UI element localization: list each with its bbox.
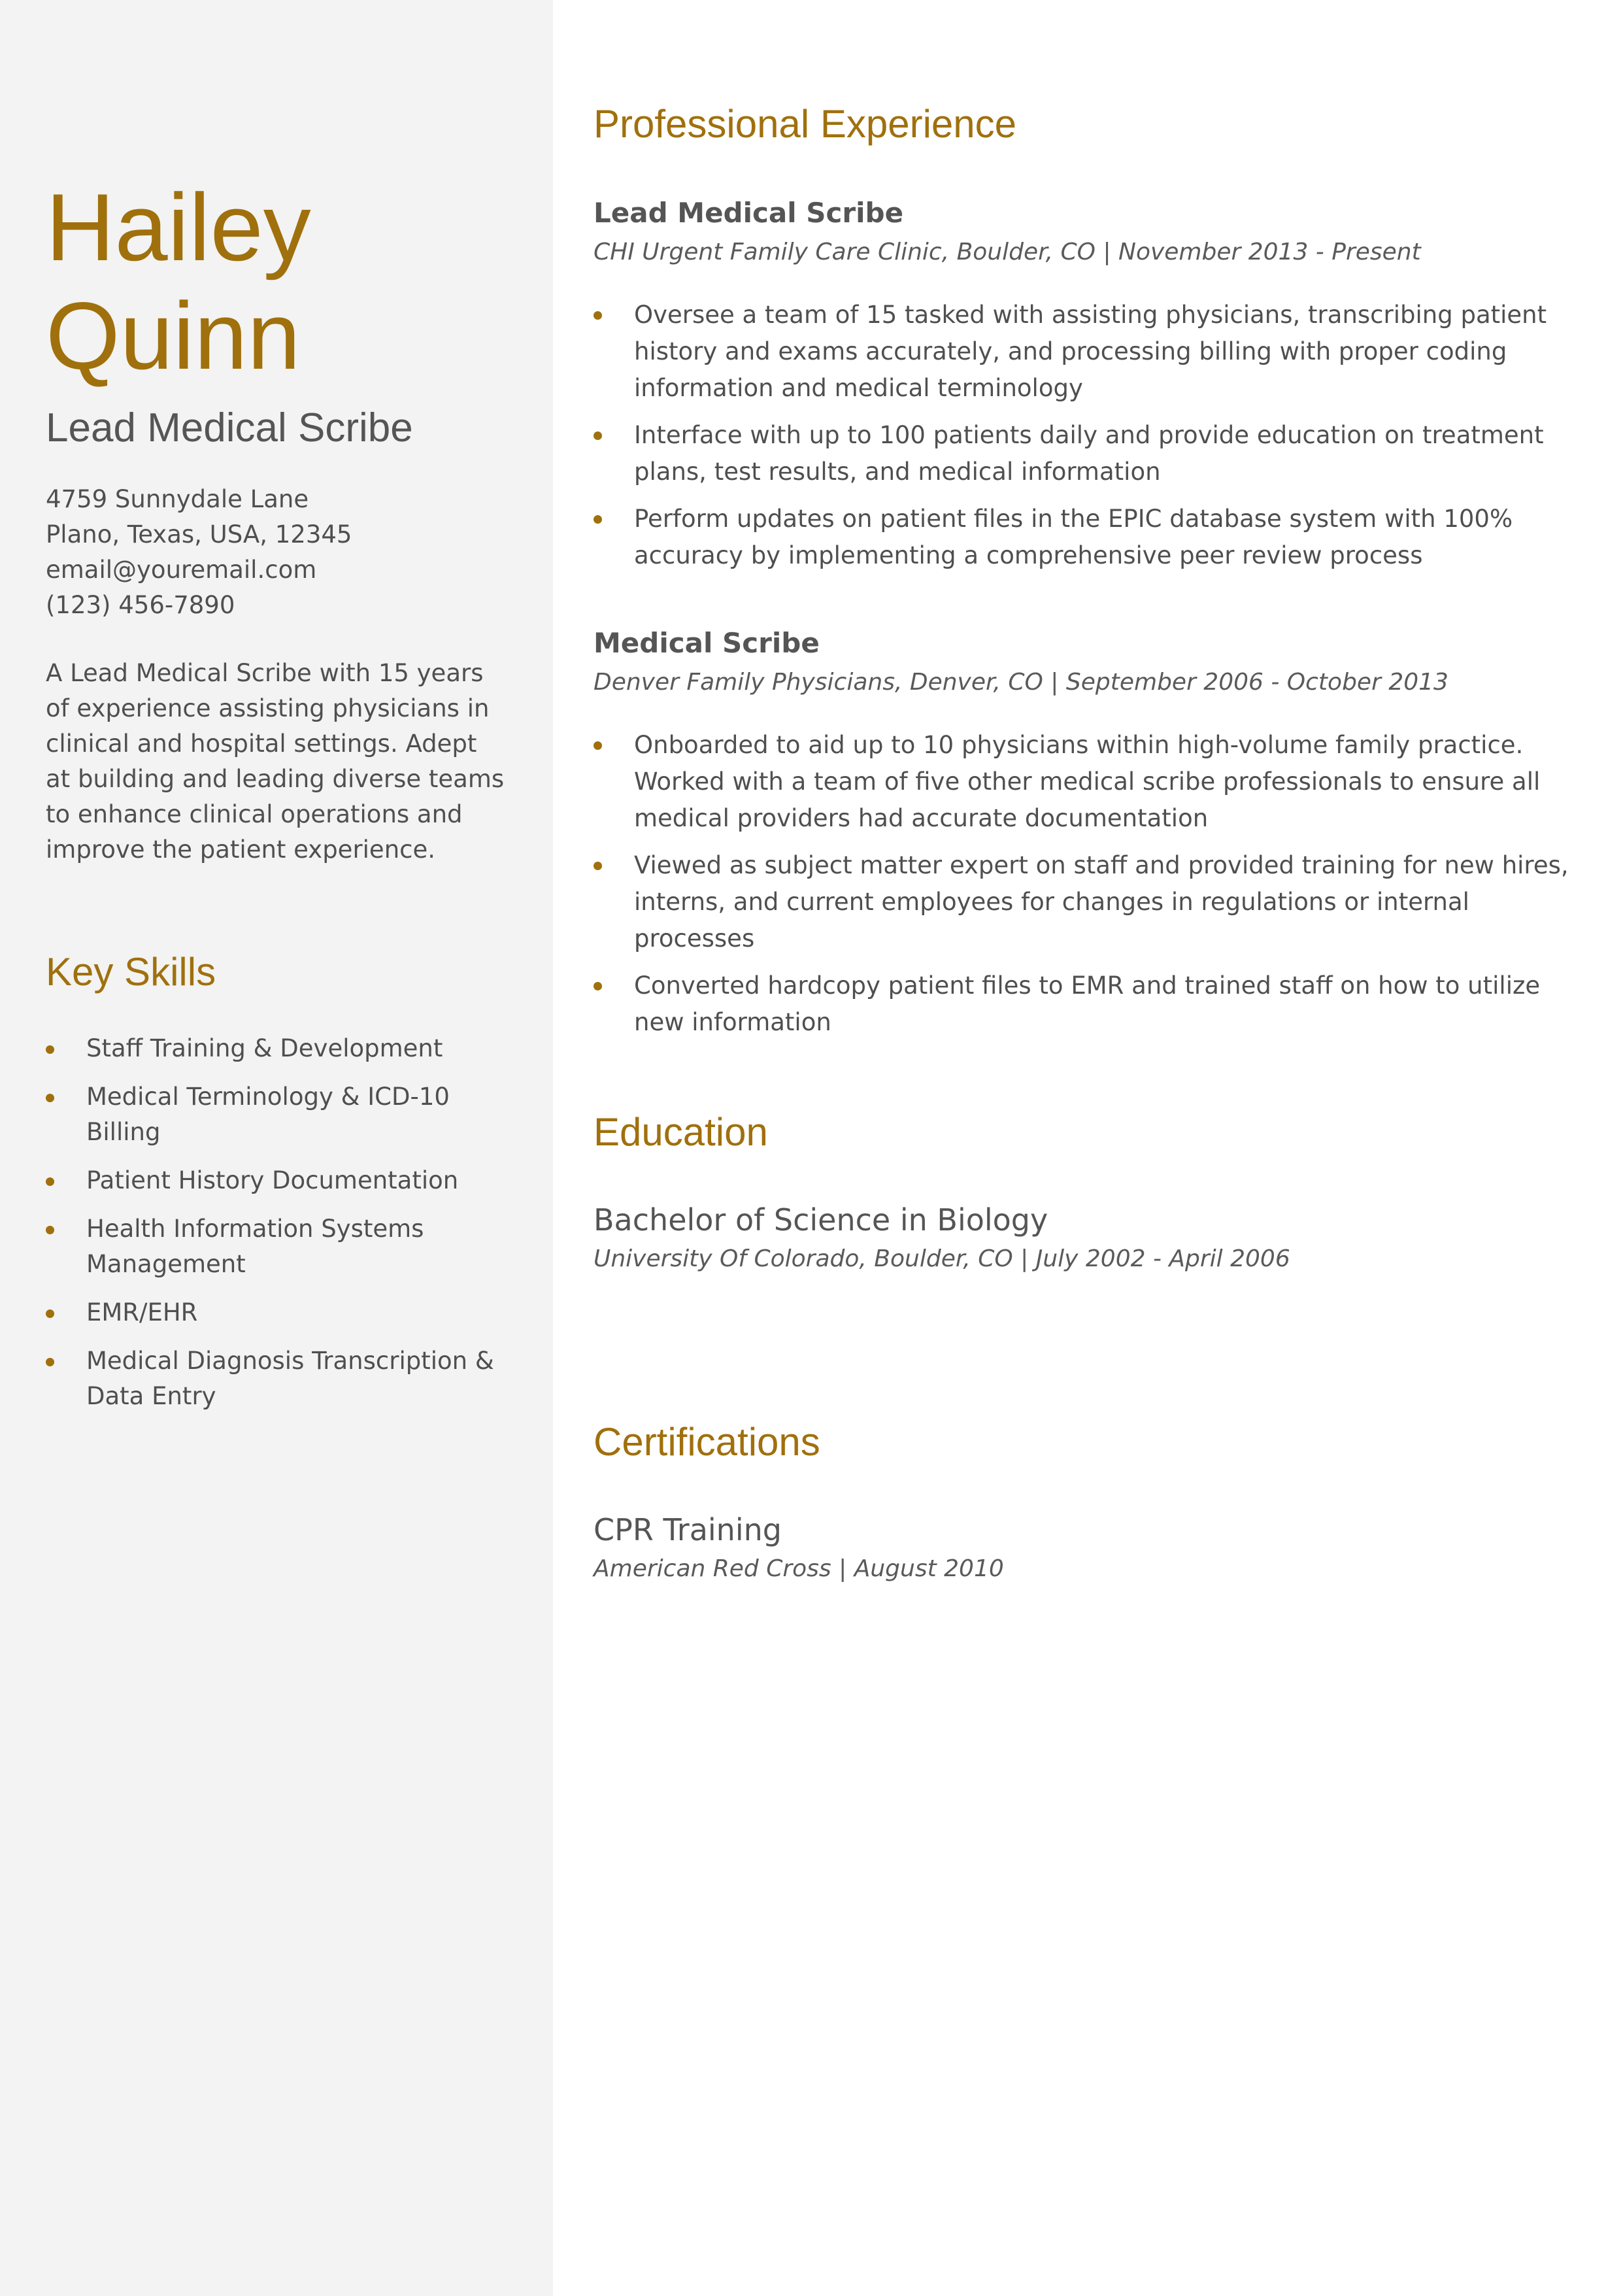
duty-text: Converted hardcopy patient files to EMR and trained staff on how to utilize new information	[634, 971, 1541, 1036]
skills-list	[46, 1031, 507, 1414]
contact-phone[interactable]: (123) 456-7890	[46, 591, 235, 619]
duty-text: Oversee a team of 15 tasked with assisting physicians, transcribing patient history and exams accurately, and processing billing with proper coding information and medical terminology	[634, 301, 1547, 402]
duties-list	[594, 727, 1571, 1041]
bullet-icon	[46, 1045, 54, 1054]
skill-label: Patient History Documentation	[86, 1166, 459, 1194]
duty-item	[594, 501, 1571, 574]
skill-item	[46, 1211, 507, 1282]
certification-meta: American Red Cross | August 2010	[594, 1555, 1004, 1582]
job-meta: CHI Urgent Family Care Clinic, Boulder, CO | November 2013 - Present	[594, 239, 1421, 265]
job-title: Medical Scribe	[594, 627, 820, 659]
skill-item	[46, 1031, 507, 1066]
bullet-icon	[46, 1358, 54, 1366]
first-name: Hailey	[46, 174, 311, 280]
job-entry	[594, 195, 1571, 574]
bullet-icon	[594, 862, 602, 870]
bullet-icon	[46, 1094, 54, 1102]
skill-label: Medical Terminology & ICD-10 Billing	[86, 1083, 450, 1146]
contact-address: 4759 Sunnydale Lane	[46, 485, 309, 513]
duty-text: Viewed as subject matter expert on staff and provided training for new hires, interns, and current employees for changes in regulations or internal processes	[634, 851, 1569, 953]
skill-label: EMR/EHR	[86, 1298, 198, 1326]
bullet-icon	[594, 741, 602, 750]
duty-item	[594, 417, 1571, 490]
bullet-icon	[594, 311, 602, 320]
last-name: Quinn	[46, 282, 301, 389]
contact-city: Plano, Texas, USA, 12345	[46, 520, 352, 549]
sidebar	[0, 0, 553, 2296]
skill-item	[46, 1295, 507, 1330]
duty-text: Interface with up to 100 patients daily and provide education on treatment plans, test results, and medical information	[634, 421, 1544, 486]
education-heading: Education	[594, 1110, 768, 1154]
skill-label: Health Information Systems Management	[86, 1215, 424, 1278]
skill-item	[46, 1343, 507, 1414]
bullet-icon	[46, 1226, 54, 1234]
professional-summary: A Lead Medical Scribe with 15 years of experience assisting physicians in clinical and hospital settings. Adept at building and leading diverse teams to enhance clinical operations and improve the patient experience.	[46, 659, 505, 864]
duty-item	[594, 727, 1571, 837]
duty-text: Perform updates on patient files in the EPIC database system with 100% accuracy by implementing a comprehensive peer review process	[634, 505, 1513, 569]
skill-label: Staff Training & Development	[86, 1034, 443, 1062]
skill-item	[46, 1079, 507, 1150]
duty-item	[594, 297, 1571, 407]
education-degree: Bachelor of Science in Biology	[594, 1202, 1048, 1238]
skill-item	[46, 1163, 507, 1198]
contact-email[interactable]: email@youremail.com	[46, 556, 317, 584]
duties-list	[594, 297, 1571, 574]
duty-item	[594, 847, 1571, 957]
main-content	[553, 0, 1623, 2296]
job-meta: Denver Family Physicians, Denver, CO | September 2006 - October 2013	[594, 669, 1448, 696]
bullet-icon	[46, 1309, 54, 1318]
education-meta: University Of Colorado, Boulder, CO | July 2002 - April 2006	[594, 1245, 1290, 1272]
candidate-title: Lead Medical Scribe	[46, 405, 413, 450]
duty-text: Onboarded to aid up to 10 physicians within high-volume family practice. Worked with a team of five other medical scribe professionals to ensure all medical providers had accurate documentation	[634, 731, 1541, 832]
skills-heading: Key Skills	[46, 950, 216, 994]
job-title: Lead Medical Scribe	[594, 197, 904, 229]
duty-item	[594, 968, 1571, 1041]
bullet-icon	[594, 982, 602, 990]
skill-label: Medical Diagnosis Transcription & Data Entry	[86, 1347, 494, 1410]
bullet-icon	[594, 431, 602, 440]
experience-heading: Professional Experience	[594, 102, 1017, 146]
candidate-name	[46, 173, 507, 390]
bullet-icon	[594, 515, 602, 524]
certification-name: CPR Training	[594, 1512, 782, 1547]
bullet-icon	[46, 1177, 54, 1186]
job-entry	[594, 625, 1571, 1041]
certifications-heading: Certifications	[594, 1420, 820, 1464]
contact-block	[46, 482, 507, 623]
